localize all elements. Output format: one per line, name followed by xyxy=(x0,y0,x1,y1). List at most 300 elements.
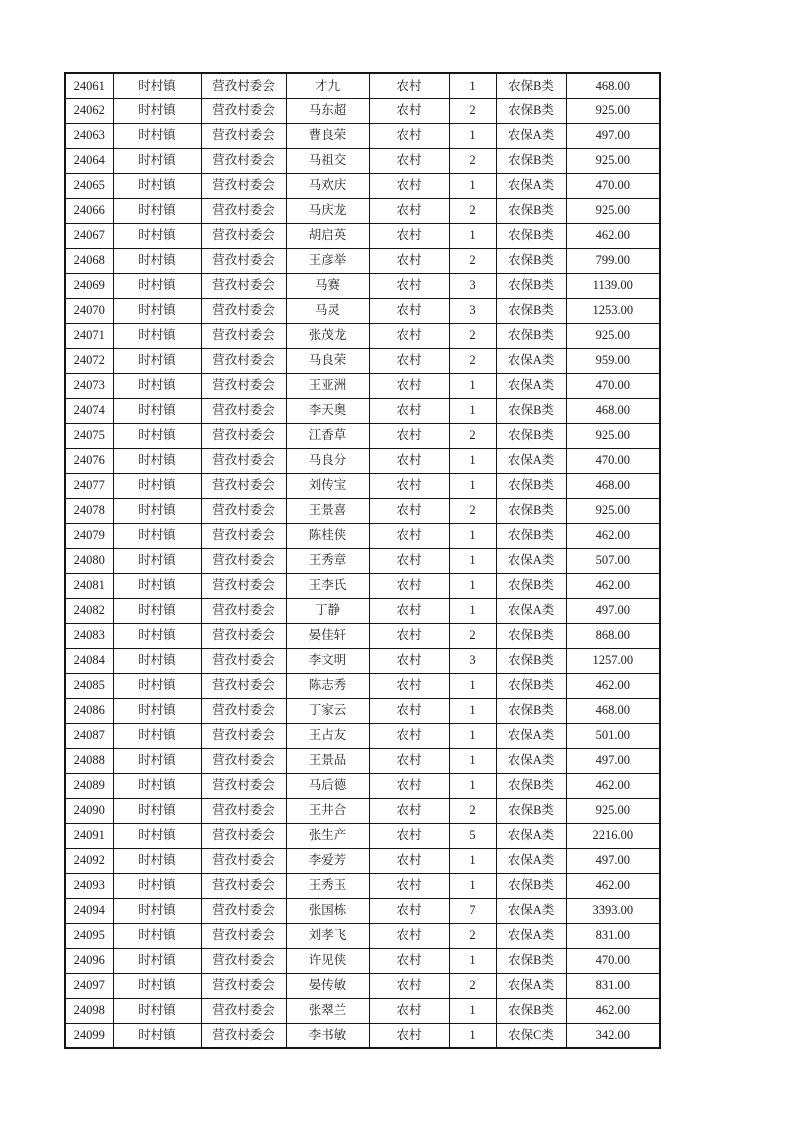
cell-village-committee: 营孜村委会 xyxy=(201,573,286,598)
cell-village-committee: 营孜村委会 xyxy=(201,823,286,848)
cell-residence-type: 农村 xyxy=(369,423,449,448)
cell-serial-number: 24081 xyxy=(65,573,113,598)
cell-serial-number: 24072 xyxy=(65,348,113,373)
cell-town: 时村镇 xyxy=(113,298,201,323)
cell-person-name: 张翠兰 xyxy=(286,998,369,1023)
cell-amount: 468.00 xyxy=(566,73,660,98)
cell-insurance-category: 农保A类 xyxy=(496,123,566,148)
cell-insurance-category: 农保B类 xyxy=(496,623,566,648)
cell-insurance-category: 农保A类 xyxy=(496,448,566,473)
cell-town: 时村镇 xyxy=(113,348,201,373)
cell-person-name: 马祖交 xyxy=(286,148,369,173)
cell-person-name: 胡启英 xyxy=(286,223,369,248)
cell-serial-number: 24076 xyxy=(65,448,113,473)
cell-serial-number: 24077 xyxy=(65,473,113,498)
cell-person-count: 1 xyxy=(449,873,496,898)
cell-person-count: 3 xyxy=(449,273,496,298)
cell-village-committee: 营孜村委会 xyxy=(201,348,286,373)
table-row xyxy=(65,523,660,548)
cell-person-name: 刘孝飞 xyxy=(286,923,369,948)
cell-serial-number: 24069 xyxy=(65,273,113,298)
cell-person-name: 王景品 xyxy=(286,748,369,773)
cell-village-committee: 营孜村委会 xyxy=(201,623,286,648)
cell-insurance-category: 农保B类 xyxy=(496,773,566,798)
cell-town: 时村镇 xyxy=(113,898,201,923)
cell-person-name: 王景喜 xyxy=(286,498,369,523)
cell-residence-type: 农村 xyxy=(369,673,449,698)
cell-amount: 925.00 xyxy=(566,798,660,823)
cell-person-name: 马赛 xyxy=(286,273,369,298)
cell-serial-number: 24070 xyxy=(65,298,113,323)
cell-village-committee: 营孜村委会 xyxy=(201,148,286,173)
cell-amount: 470.00 xyxy=(566,373,660,398)
cell-insurance-category: 农保B类 xyxy=(496,698,566,723)
cell-insurance-category: 农保B类 xyxy=(496,323,566,348)
cell-insurance-category: 农保B类 xyxy=(496,673,566,698)
cell-town: 时村镇 xyxy=(113,173,201,198)
cell-person-name: 张生产 xyxy=(286,823,369,848)
cell-serial-number: 24086 xyxy=(65,698,113,723)
cell-village-committee: 营孜村委会 xyxy=(201,648,286,673)
cell-amount: 507.00 xyxy=(566,548,660,573)
cell-residence-type: 农村 xyxy=(369,873,449,898)
cell-town: 时村镇 xyxy=(113,973,201,998)
cell-serial-number: 24071 xyxy=(65,323,113,348)
cell-residence-type: 农村 xyxy=(369,273,449,298)
table-row xyxy=(65,423,660,448)
cell-village-committee: 营孜村委会 xyxy=(201,548,286,573)
table-row xyxy=(65,748,660,773)
cell-serial-number: 24078 xyxy=(65,498,113,523)
cell-serial-number: 24061 xyxy=(65,73,113,98)
cell-residence-type: 农村 xyxy=(369,248,449,273)
cell-person-count: 2 xyxy=(449,148,496,173)
cell-person-name: 陈志秀 xyxy=(286,673,369,698)
cell-insurance-category: 农保B类 xyxy=(496,948,566,973)
table-row xyxy=(65,273,660,298)
cell-serial-number: 24074 xyxy=(65,398,113,423)
cell-residence-type: 农村 xyxy=(369,748,449,773)
cell-village-committee: 营孜村委会 xyxy=(201,173,286,198)
table-row xyxy=(65,973,660,998)
cell-amount: 799.00 xyxy=(566,248,660,273)
cell-insurance-category: 农保C类 xyxy=(496,1023,566,1048)
cell-amount: 501.00 xyxy=(566,723,660,748)
cell-person-name: 李文明 xyxy=(286,648,369,673)
cell-town: 时村镇 xyxy=(113,73,201,98)
cell-person-name: 丁静 xyxy=(286,598,369,623)
cell-village-committee: 营孜村委会 xyxy=(201,373,286,398)
cell-residence-type: 农村 xyxy=(369,798,449,823)
cell-village-committee: 营孜村委会 xyxy=(201,773,286,798)
cell-insurance-category: 农保B类 xyxy=(496,523,566,548)
cell-serial-number: 24083 xyxy=(65,623,113,648)
cell-person-name: 王占友 xyxy=(286,723,369,748)
cell-insurance-category: 农保B类 xyxy=(496,473,566,498)
cell-amount: 925.00 xyxy=(566,98,660,123)
cell-person-name: 李天奥 xyxy=(286,398,369,423)
cell-serial-number: 24091 xyxy=(65,823,113,848)
cell-person-name: 王李氏 xyxy=(286,573,369,598)
cell-town: 时村镇 xyxy=(113,598,201,623)
cell-amount: 462.00 xyxy=(566,998,660,1023)
cell-amount: 462.00 xyxy=(566,673,660,698)
table-row xyxy=(65,498,660,523)
cell-serial-number: 24094 xyxy=(65,898,113,923)
cell-person-count: 3 xyxy=(449,648,496,673)
cell-residence-type: 农村 xyxy=(369,623,449,648)
cell-amount: 468.00 xyxy=(566,398,660,423)
cell-person-name: 马东超 xyxy=(286,98,369,123)
cell-residence-type: 农村 xyxy=(369,973,449,998)
cell-town: 时村镇 xyxy=(113,823,201,848)
cell-village-committee: 营孜村委会 xyxy=(201,448,286,473)
cell-person-count: 1 xyxy=(449,473,496,498)
table-row xyxy=(65,398,660,423)
cell-serial-number: 24073 xyxy=(65,373,113,398)
cell-village-committee: 营孜村委会 xyxy=(201,523,286,548)
cell-village-committee: 营孜村委会 xyxy=(201,73,286,98)
cell-residence-type: 农村 xyxy=(369,1023,449,1048)
cell-town: 时村镇 xyxy=(113,373,201,398)
cell-person-name: 陈桂侠 xyxy=(286,523,369,548)
cell-serial-number: 24093 xyxy=(65,873,113,898)
cell-person-count: 1 xyxy=(449,848,496,873)
cell-residence-type: 农村 xyxy=(369,723,449,748)
table-row xyxy=(65,948,660,973)
cell-person-count: 1 xyxy=(449,948,496,973)
cell-amount: 462.00 xyxy=(566,573,660,598)
cell-insurance-category: 农保A类 xyxy=(496,923,566,948)
cell-person-name: 马后德 xyxy=(286,773,369,798)
cell-person-name: 曹良荣 xyxy=(286,123,369,148)
cell-town: 时村镇 xyxy=(113,723,201,748)
records-table xyxy=(64,72,661,1049)
cell-residence-type: 农村 xyxy=(369,223,449,248)
cell-amount: 497.00 xyxy=(566,123,660,148)
cell-town: 时村镇 xyxy=(113,498,201,523)
cell-amount: 925.00 xyxy=(566,323,660,348)
cell-town: 时村镇 xyxy=(113,523,201,548)
cell-serial-number: 24066 xyxy=(65,198,113,223)
table-row xyxy=(65,223,660,248)
table-row xyxy=(65,323,660,348)
cell-person-name: 王井合 xyxy=(286,798,369,823)
cell-insurance-category: 农保B类 xyxy=(496,223,566,248)
cell-residence-type: 农村 xyxy=(369,498,449,523)
cell-serial-number: 24079 xyxy=(65,523,113,548)
cell-residence-type: 农村 xyxy=(369,148,449,173)
cell-person-count: 1 xyxy=(449,998,496,1023)
cell-town: 时村镇 xyxy=(113,223,201,248)
cell-town: 时村镇 xyxy=(113,273,201,298)
cell-serial-number: 24090 xyxy=(65,798,113,823)
cell-serial-number: 24062 xyxy=(65,98,113,123)
cell-residence-type: 农村 xyxy=(369,348,449,373)
cell-amount: 462.00 xyxy=(566,223,660,248)
cell-insurance-category: 农保B类 xyxy=(496,573,566,598)
cell-amount: 462.00 xyxy=(566,523,660,548)
cell-village-committee: 营孜村委会 xyxy=(201,673,286,698)
cell-insurance-category: 农保B类 xyxy=(496,73,566,98)
cell-village-committee: 营孜村委会 xyxy=(201,223,286,248)
cell-insurance-category: 农保A类 xyxy=(496,973,566,998)
cell-serial-number: 24064 xyxy=(65,148,113,173)
table-row xyxy=(65,848,660,873)
cell-amount: 462.00 xyxy=(566,873,660,898)
cell-village-committee: 营孜村委会 xyxy=(201,1023,286,1048)
table-row xyxy=(65,698,660,723)
cell-person-name: 王秀玉 xyxy=(286,873,369,898)
cell-village-committee: 营孜村委会 xyxy=(201,948,286,973)
cell-serial-number: 24063 xyxy=(65,123,113,148)
cell-insurance-category: 农保B类 xyxy=(496,298,566,323)
cell-amount: 2216.00 xyxy=(566,823,660,848)
cell-town: 时村镇 xyxy=(113,773,201,798)
cell-village-committee: 营孜村委会 xyxy=(201,498,286,523)
cell-person-count: 1 xyxy=(449,548,496,573)
cell-person-name: 晏传敏 xyxy=(286,973,369,998)
cell-amount: 925.00 xyxy=(566,423,660,448)
records-table-body xyxy=(65,73,660,1048)
cell-amount: 470.00 xyxy=(566,173,660,198)
cell-town: 时村镇 xyxy=(113,698,201,723)
table-row xyxy=(65,298,660,323)
cell-town: 时村镇 xyxy=(113,98,201,123)
table-row xyxy=(65,923,660,948)
cell-serial-number: 24082 xyxy=(65,598,113,623)
cell-amount: 3393.00 xyxy=(566,898,660,923)
cell-amount: 831.00 xyxy=(566,923,660,948)
cell-town: 时村镇 xyxy=(113,473,201,498)
cell-insurance-category: 农保B类 xyxy=(496,198,566,223)
cell-amount: 468.00 xyxy=(566,698,660,723)
cell-person-count: 1 xyxy=(449,1023,496,1048)
cell-village-committee: 营孜村委会 xyxy=(201,423,286,448)
table-row xyxy=(65,723,660,748)
cell-village-committee: 营孜村委会 xyxy=(201,998,286,1023)
table-row xyxy=(65,473,660,498)
cell-village-committee: 营孜村委会 xyxy=(201,298,286,323)
cell-serial-number: 24097 xyxy=(65,973,113,998)
cell-town: 时村镇 xyxy=(113,873,201,898)
cell-person-count: 1 xyxy=(449,173,496,198)
cell-serial-number: 24065 xyxy=(65,173,113,198)
cell-insurance-category: 农保A类 xyxy=(496,898,566,923)
cell-town: 时村镇 xyxy=(113,198,201,223)
cell-amount: 462.00 xyxy=(566,773,660,798)
cell-residence-type: 农村 xyxy=(369,898,449,923)
cell-person-count: 1 xyxy=(449,448,496,473)
cell-village-committee: 营孜村委会 xyxy=(201,248,286,273)
cell-residence-type: 农村 xyxy=(369,298,449,323)
cell-person-count: 1 xyxy=(449,373,496,398)
cell-village-committee: 营孜村委会 xyxy=(201,973,286,998)
cell-insurance-category: 农保A类 xyxy=(496,348,566,373)
cell-village-committee: 营孜村委会 xyxy=(201,473,286,498)
cell-residence-type: 农村 xyxy=(369,448,449,473)
cell-insurance-category: 农保B类 xyxy=(496,398,566,423)
cell-person-name: 马灵 xyxy=(286,298,369,323)
table-row xyxy=(65,348,660,373)
cell-amount: 1253.00 xyxy=(566,298,660,323)
cell-person-count: 1 xyxy=(449,123,496,148)
cell-person-name: 才九 xyxy=(286,73,369,98)
table-row xyxy=(65,123,660,148)
cell-town: 时村镇 xyxy=(113,573,201,598)
cell-residence-type: 农村 xyxy=(369,523,449,548)
cell-residence-type: 农村 xyxy=(369,923,449,948)
cell-insurance-category: 农保B类 xyxy=(496,498,566,523)
cell-town: 时村镇 xyxy=(113,398,201,423)
cell-person-count: 2 xyxy=(449,498,496,523)
cell-serial-number: 24089 xyxy=(65,773,113,798)
cell-serial-number: 24080 xyxy=(65,548,113,573)
cell-village-committee: 营孜村委会 xyxy=(201,198,286,223)
cell-village-committee: 营孜村委会 xyxy=(201,398,286,423)
cell-insurance-category: 农保B类 xyxy=(496,248,566,273)
cell-residence-type: 农村 xyxy=(369,123,449,148)
cell-town: 时村镇 xyxy=(113,848,201,873)
cell-town: 时村镇 xyxy=(113,748,201,773)
cell-person-name: 李爱芳 xyxy=(286,848,369,873)
cell-insurance-category: 农保B类 xyxy=(496,873,566,898)
cell-person-count: 1 xyxy=(449,223,496,248)
cell-insurance-category: 农保A类 xyxy=(496,823,566,848)
cell-village-committee: 营孜村委会 xyxy=(201,798,286,823)
cell-person-name: 王秀章 xyxy=(286,548,369,573)
cell-residence-type: 农村 xyxy=(369,948,449,973)
cell-person-name: 马良荣 xyxy=(286,348,369,373)
table-row xyxy=(65,73,660,98)
cell-person-name: 江香草 xyxy=(286,423,369,448)
cell-village-committee: 营孜村委会 xyxy=(201,598,286,623)
cell-insurance-category: 农保B类 xyxy=(496,273,566,298)
cell-amount: 497.00 xyxy=(566,848,660,873)
cell-village-committee: 营孜村委会 xyxy=(201,723,286,748)
cell-serial-number: 24092 xyxy=(65,848,113,873)
cell-person-count: 1 xyxy=(449,523,496,548)
cell-person-count: 2 xyxy=(449,973,496,998)
cell-person-count: 1 xyxy=(449,748,496,773)
table-row xyxy=(65,148,660,173)
cell-person-count: 2 xyxy=(449,798,496,823)
table-row xyxy=(65,823,660,848)
cell-residence-type: 农村 xyxy=(369,698,449,723)
cell-town: 时村镇 xyxy=(113,623,201,648)
cell-insurance-category: 农保B类 xyxy=(496,423,566,448)
cell-village-committee: 营孜村委会 xyxy=(201,273,286,298)
cell-residence-type: 农村 xyxy=(369,373,449,398)
cell-insurance-category: 农保B类 xyxy=(496,98,566,123)
cell-person-count: 1 xyxy=(449,698,496,723)
cell-residence-type: 农村 xyxy=(369,848,449,873)
cell-person-name: 晏佳轩 xyxy=(286,623,369,648)
cell-serial-number: 24099 xyxy=(65,1023,113,1048)
cell-residence-type: 农村 xyxy=(369,473,449,498)
cell-person-count: 1 xyxy=(449,773,496,798)
cell-insurance-category: 农保B类 xyxy=(496,648,566,673)
cell-amount: 342.00 xyxy=(566,1023,660,1048)
cell-insurance-category: 农保A类 xyxy=(496,848,566,873)
cell-village-committee: 营孜村委会 xyxy=(201,698,286,723)
cell-village-committee: 营孜村委会 xyxy=(201,323,286,348)
cell-town: 时村镇 xyxy=(113,648,201,673)
cell-insurance-category: 农保A类 xyxy=(496,598,566,623)
cell-town: 时村镇 xyxy=(113,548,201,573)
cell-serial-number: 24084 xyxy=(65,648,113,673)
cell-residence-type: 农村 xyxy=(369,823,449,848)
cell-serial-number: 24098 xyxy=(65,998,113,1023)
table-row xyxy=(65,248,660,273)
cell-amount: 497.00 xyxy=(566,598,660,623)
cell-amount: 925.00 xyxy=(566,148,660,173)
cell-village-committee: 营孜村委会 xyxy=(201,123,286,148)
cell-person-count: 2 xyxy=(449,923,496,948)
cell-person-name: 丁家云 xyxy=(286,698,369,723)
table-row xyxy=(65,773,660,798)
cell-insurance-category: 农保A类 xyxy=(496,748,566,773)
cell-person-name: 刘传宝 xyxy=(286,473,369,498)
cell-residence-type: 农村 xyxy=(369,598,449,623)
cell-person-count: 1 xyxy=(449,73,496,98)
cell-residence-type: 农村 xyxy=(369,998,449,1023)
cell-serial-number: 24075 xyxy=(65,423,113,448)
cell-insurance-category: 农保A类 xyxy=(496,173,566,198)
cell-amount: 497.00 xyxy=(566,748,660,773)
cell-person-name: 王亚洲 xyxy=(286,373,369,398)
cell-residence-type: 农村 xyxy=(369,573,449,598)
cell-village-committee: 营孜村委会 xyxy=(201,898,286,923)
table-row xyxy=(65,598,660,623)
table-row xyxy=(65,673,660,698)
table-row xyxy=(65,573,660,598)
cell-amount: 470.00 xyxy=(566,448,660,473)
table-row xyxy=(65,198,660,223)
table-row xyxy=(65,548,660,573)
cell-amount: 468.00 xyxy=(566,473,660,498)
cell-town: 时村镇 xyxy=(113,998,201,1023)
cell-amount: 959.00 xyxy=(566,348,660,373)
cell-amount: 1257.00 xyxy=(566,648,660,673)
cell-residence-type: 农村 xyxy=(369,773,449,798)
table-row xyxy=(65,623,660,648)
cell-person-name: 马良分 xyxy=(286,448,369,473)
table-row xyxy=(65,898,660,923)
cell-person-count: 1 xyxy=(449,398,496,423)
cell-serial-number: 24095 xyxy=(65,923,113,948)
cell-person-count: 1 xyxy=(449,573,496,598)
cell-person-name: 马欢庆 xyxy=(286,173,369,198)
cell-town: 时村镇 xyxy=(113,423,201,448)
cell-amount: 1139.00 xyxy=(566,273,660,298)
cell-amount: 868.00 xyxy=(566,623,660,648)
cell-town: 时村镇 xyxy=(113,323,201,348)
cell-town: 时村镇 xyxy=(113,448,201,473)
cell-person-count: 2 xyxy=(449,423,496,448)
cell-town: 时村镇 xyxy=(113,673,201,698)
cell-person-count: 2 xyxy=(449,348,496,373)
cell-residence-type: 农村 xyxy=(369,648,449,673)
table-row xyxy=(65,448,660,473)
cell-person-count: 1 xyxy=(449,598,496,623)
cell-village-committee: 营孜村委会 xyxy=(201,98,286,123)
cell-person-name: 李书敏 xyxy=(286,1023,369,1048)
cell-person-name: 张茂龙 xyxy=(286,323,369,348)
cell-person-count: 2 xyxy=(449,248,496,273)
cell-person-count: 2 xyxy=(449,323,496,348)
cell-insurance-category: 农保A类 xyxy=(496,723,566,748)
